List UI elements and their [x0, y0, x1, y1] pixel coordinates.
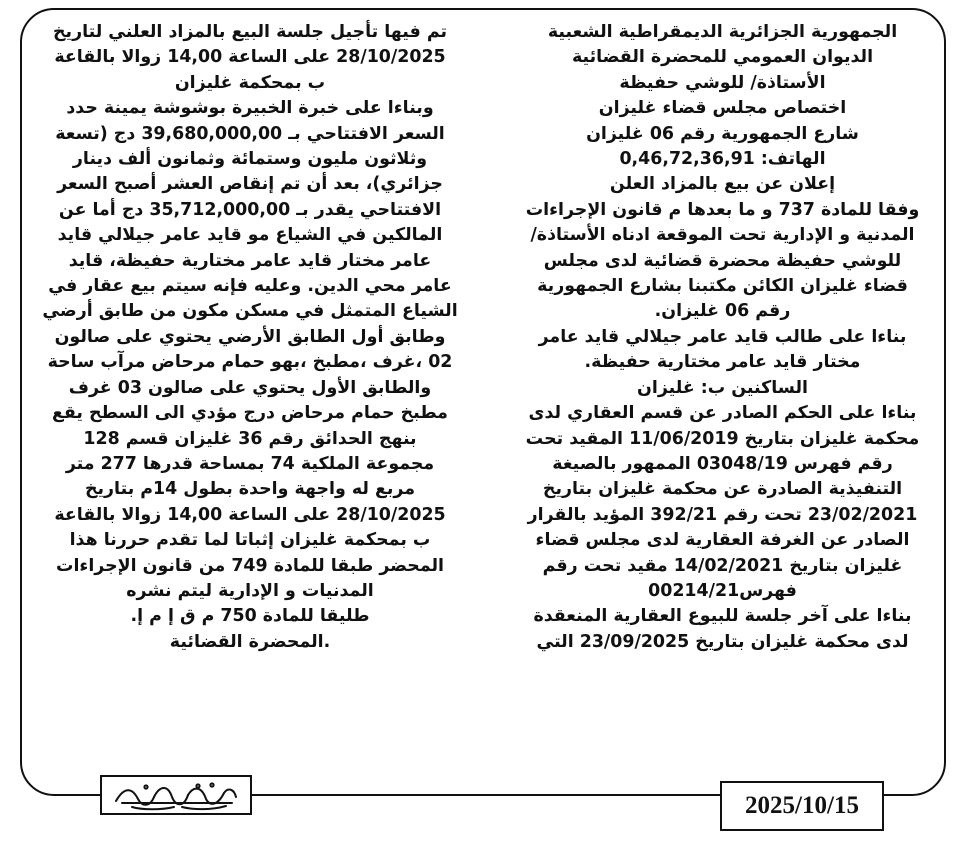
- notice-line: مجموعة الملكية 74 بمساحة قدرها 277 متر: [65, 453, 435, 474]
- notice-line: الشياع المتمثل في مسكن مكون من طابق أرضي: [42, 301, 458, 322]
- notice-line: محكمة غليزان بتاريخ 11/06/2019 المقيد تحت: [525, 428, 920, 449]
- notice-line: الأستاذة/ للوشي حفيظة: [619, 72, 826, 93]
- notice-line: ب بمحكمة غليزان إثباتا لما تقدم حررنا هذا: [69, 530, 431, 551]
- notice-line: فهرس00214/21: [648, 580, 797, 601]
- notice-line: رقم فهرس 03048/19 الممهور بالصيغة: [552, 453, 893, 474]
- notice-line: التنفيذية الصادرة عن محكمة غليزان بتاريخ: [542, 479, 903, 500]
- notice-line: بناءا على الحكم الصادر عن قسم العقاري لدى: [528, 403, 917, 424]
- notice-line: رقم 06 غليزان.: [654, 301, 791, 322]
- notice-line: مطبخ حمام مرحاض درج مؤدي الى السطح يقع: [52, 403, 448, 424]
- notice-line: بناءا على طالب قايد عامر جيلالي قايد عامر: [538, 326, 907, 347]
- notice-line: المدنيات و الإدارية ليتم نشره: [126, 580, 374, 601]
- newspaper-logo-icon: [102, 777, 250, 813]
- notice-line: الجمهورية الجزائرية الديمقراطية الشعبية: [547, 22, 898, 42]
- notice-line: وفقا للمادة 737 و ما بعدها م قانون الإجراءات: [525, 199, 920, 220]
- notice-line: المالكين في الشياع مو قايد عامر جيلالي قايد: [57, 225, 443, 246]
- notice-line: الصادر عن الغرفة العقارية لدى مجلس قضاء: [535, 530, 910, 551]
- notice-line: قضاء غليزان الكائن مكتبنا بشارع الجمهورية: [537, 276, 908, 297]
- notice-line: وثلاثون مليون وستمائة وثمانون ألف دينار: [72, 149, 428, 170]
- notice-line: مختار قايد عامر مختارية حفيظة.: [584, 352, 861, 373]
- notice-line: مربع له واجهة واحدة بطول 14م بتاريخ: [84, 479, 415, 500]
- notice-line: للوشي حفيظة محضرة قضائية لدى مجلس: [543, 250, 902, 271]
- notice-line: عامر مختار قايد عامر مختارية حفيظة، قايد: [68, 250, 432, 271]
- notice-line: غليزان بتاريخ 14/02/2021 مقيد تحت رقم: [542, 555, 903, 576]
- notice-line: اختصاص مجلس قضاء غليزان: [598, 98, 847, 119]
- notice-line: عامر محي الدين. وعليه فإنه سيتم بيع عقار في: [48, 276, 452, 297]
- notice-line: الديوان العمومي للمحضرة القضائية: [571, 47, 874, 68]
- notice-line: .المحضرة القضائية: [169, 631, 331, 652]
- notice-line: السعر الافتتاحي بـ 39,680,000,00 دج (تسعة: [55, 123, 445, 144]
- notice-line: الساكنين ب: غليزان: [637, 377, 808, 398]
- notice-line: طليقا للمادة 750 م ق إ م إ.: [130, 606, 370, 627]
- notice-line: إعلان عن بيع بالمزاد العلن: [609, 174, 836, 195]
- notice-line: 02 ،غرف ،مطبخ ،بهو حمام مرحاض مرآب ساحة: [47, 352, 453, 373]
- notice-line: وطابق أول الطابق الأرضي يحتوي على صالون: [54, 326, 446, 347]
- notice-right-column: [510, 20, 935, 655]
- newspaper-logo-stamp: [100, 775, 252, 815]
- notice-line: وبناءا على خبرة الخبيرة بوشوشة يمينة حدد: [66, 98, 434, 119]
- notice-line: تم فيها تأجيل جلسة البيع بالمزاد العلني لتاريخ: [53, 22, 447, 42]
- notice-line: 23/02/2021 تحت رقم 392/21 المؤيد بالقرار: [527, 504, 918, 525]
- notice-line: المحضر طبقا للمادة 749 من قانون الإجراءات: [56, 555, 444, 576]
- notice-line: 28/10/2025 على الساعة 14,00 زوالا بالقاعة: [54, 504, 446, 525]
- notice-left-column: [34, 20, 466, 655]
- notice-line: جزائري)، بعد أن تم إنقاص العشر أصبح السعر: [57, 174, 443, 195]
- notice-line: بناءا على آخر جلسة للبيوع العقارية المنعقدة: [533, 606, 912, 627]
- notice-line: بنهج الحدائق رقم 36 غليزان قسم 128: [83, 428, 417, 449]
- notice-line: والطابق الأول يحتوي على صالون 03 غرف: [68, 377, 432, 398]
- notice-line: ب بمحكمة غليزان: [174, 72, 326, 93]
- notice-line: لدى محكمة غليزان بتاريخ 23/09/2025 التي: [536, 631, 909, 652]
- notice-line: 28/10/2025 على الساعة 14,00 زوالا بالقاعة: [54, 47, 446, 68]
- notice-line: المدنية و الإدارية تحت الموقعة ادناه الأستاذة/: [530, 225, 915, 246]
- notice-line: الهاتف: 0,46,72,36,91: [619, 149, 826, 170]
- notice-line: شارع الجمهورية رقم 06 غليزان: [586, 123, 859, 144]
- notice-line: الافتتاحي يقدر بـ 35,712,000,00 دج أما عن: [58, 199, 442, 220]
- publication-date: 2025/10/15: [720, 781, 884, 831]
